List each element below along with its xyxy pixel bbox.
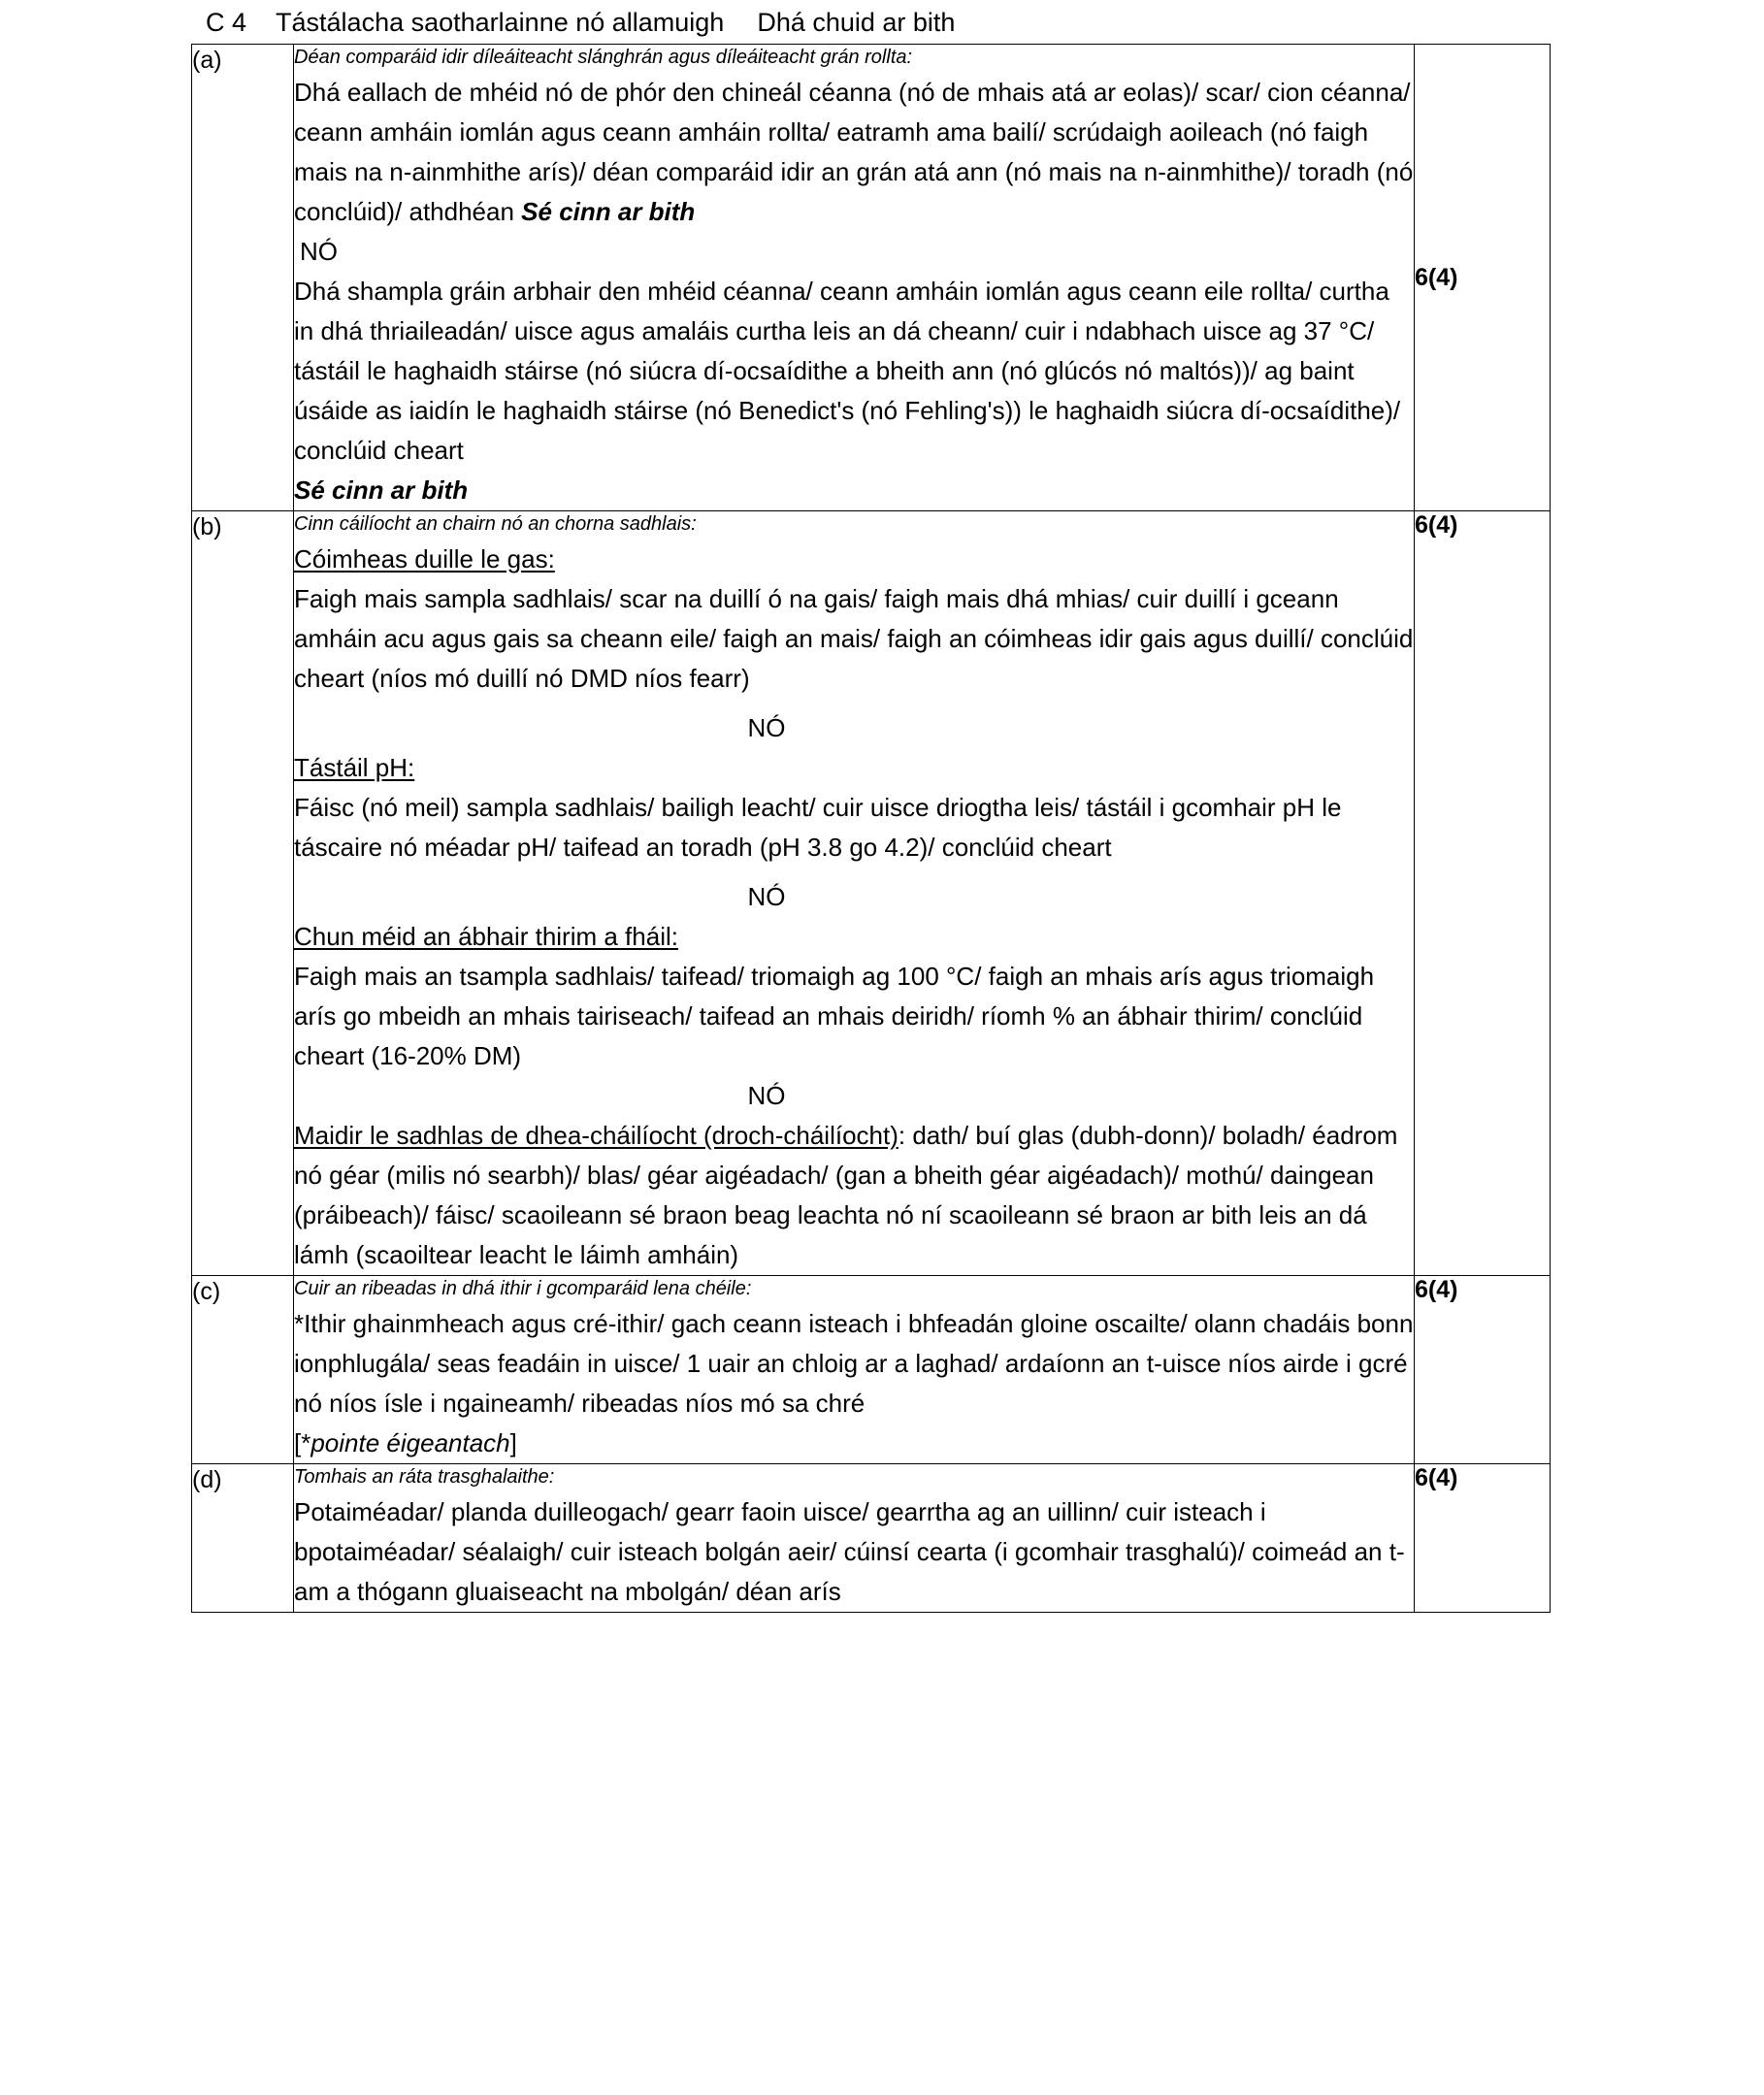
prompt-d: Tomhais an ráta trasghalaithe: (294, 1466, 555, 1488)
footnote-c (294, 1424, 1414, 1463)
answer-c: *Ithir ghainmheach agus cré-ithir/ gach ceann isteach i bhfeadán gloine oscailte/ olann chadáis bonn ionphlugála/ seas feadáin in uisce/ 1 uair an chloig ar a laghad/ ardaíonn an t-uisce níos airde i gcré nó níos ísle i ngaineamh/ ribeadas níos mó sa chré (294, 1309, 1414, 1418)
prompt-c: Cuir an ribeadas in dhá ithir i gcomparáid lena chéile: (294, 1278, 752, 1299)
table-row (192, 511, 1551, 1276)
marks-a: 6(4) (1415, 45, 1551, 511)
prompt-b: Cinn cáilíocht an chairn nó an chorna sadhlais: (294, 513, 697, 535)
answer-a-part2: Dhá shampla gráin arbhair den mhéid céanna/ ceann amháin iomlán agus ceann eile rollta/ curtha in dhá thriaileadán/ uisce agus amaláis curtha leis an dá cheann/ cuir i ndabhach uisce ag 37 °C/ tástáil le haghaidh stáirse (nó siúcra dí-ocsaídithe a bheith ann (nó glúcós nó maltós))/ ag baint úsáide as iaidín le haghaidh stáirse (nó Benedict's (nó Fehling's)) le haghaidh siúcra dí-ocsaídithe)/ conclúid cheart (294, 277, 1401, 465)
row-label-d: (d) (192, 1464, 294, 1613)
subheading-b-1: Cóimheas duille le gas: (294, 544, 555, 573)
question-code: C 4 (206, 8, 247, 37)
footnote-c-italic: pointe éigeantach (310, 1428, 510, 1457)
row-label-a: (a) (192, 45, 294, 511)
marking-scheme-table (191, 44, 1551, 1613)
subheading-b-3: Chun méid an ábhair thirim a fháil: (294, 922, 678, 951)
table-row (192, 45, 1551, 511)
row-body-a (294, 45, 1415, 511)
table-row (192, 1276, 1551, 1464)
or-separator-b-2: NÓ (747, 882, 786, 911)
question-note: Dhá chuid ar bith (757, 8, 956, 37)
answer-b-1: Faigh mais sampla sadhlais/ scar na duillí ó na gais/ faigh mais dhá mhias/ cuir duillí i gceann amháin acu agus gais sa cheann eile/ faigh an mais/ faigh an cóimheas idir gais agus duillí/ conclúid cheart (níos mó duillí nó DMD níos fearr) (294, 584, 1414, 693)
answer-b-3: Faigh mais an tsampla sadhlais/ taifead/ triomaigh ag 100 °C/ faigh an mhais arís agus triomaigh arís go mbeidh an mhais tairiseach/ taifead an mhais deiridh/ ríomh % an ábhair thirim/ conclúid cheart (16-20% DM) (294, 962, 1375, 1070)
answer-a-part2-emphasis: Sé cinn ar bith (294, 475, 469, 505)
subheading-b-2: Tástáil pH: (294, 753, 415, 782)
answer-a-part1-text: Dhá eallach de mhéid nó de phór den chineál céanna (nó de mhais atá ar eolas)/ scar/ cion céanna/ ceann amháin iomlán agus ceann amháin rollta/ eatramh ama bailí/ scrúdaigh aoileach (nó faigh mais na n-ainmhithe arís)/ déan comparáid idir an grán atá ann (nó mais na n-ainmhithe)/ toradh (nó conclúid)/ athdhéan (294, 78, 1414, 226)
row-body-c (294, 1276, 1415, 1464)
answer-b-2: Fáisc (nó meil) sampla sadhlais/ bailigh leacht/ cuir uisce driogtha leis/ tástáil i gcomhair pH le táscaire nó méadar pH/ taifead an toradh (pH 3.8 go 4.2)/ conclúid cheart (294, 793, 1342, 862)
or-separator-a: NÓ (300, 237, 338, 266)
marks-c: 6(4) (1415, 1276, 1551, 1464)
row-label-c: (c) (192, 1276, 294, 1464)
marks-b: 6(4) (1415, 511, 1551, 1276)
row-body-b (294, 511, 1415, 1276)
table-row (192, 1464, 1551, 1613)
prompt-a: Déan comparáid idir díleáiteacht slánghrán agus díleáiteacht grán rollta: (294, 47, 913, 68)
row-body-d (294, 1464, 1415, 1613)
answer-a-part1 (294, 73, 1414, 232)
answer-a-part1-emphasis: Sé cinn ar bith (521, 197, 696, 226)
page-header (206, 6, 955, 39)
footnote-c-open: [* (294, 1428, 311, 1457)
answer-b-4 (294, 1116, 1414, 1275)
or-separator-b-1: NÓ (747, 713, 786, 742)
question-title: Tástálacha saotharlainne nó allamuigh (276, 8, 725, 37)
row-label-b: (b) (192, 511, 294, 1276)
footnote-c-close: ] (509, 1428, 517, 1457)
answer-b-4-text: : dath/ buí glas (dubh-donn)/ boladh/ éadrom nó géar (milis nó searbh)/ blas/ géar aigéadach/ (gan a bheith géar aigéadach)/ mothú/ daingean (práibeach)/ fáisc/ scaoileann sé braon beag leachta nó ní scaoileann sé braon ar bith leis an dá lámh (scaoiltear leacht le láimh amháin) (294, 1121, 1398, 1269)
subheading-b-4: Maidir le sadhlas de dhea-cháilíocht (droch-cháilíocht) (294, 1121, 898, 1150)
or-separator-b-3: NÓ (747, 1081, 786, 1110)
answer-d: Potaiméadar/ planda duilleogach/ gearr faoin uisce/ gearrtha ag an uillinn/ cuir isteach i bpotaiméadar/ séalaigh/ cuir isteach bolgán aeir/ cúinsí cearta (i gcomhair trasghalú)/ coimeád an t-am a thógann gluaiseacht na mbolgán/ déan arís (294, 1497, 1405, 1606)
marks-d: 6(4) (1415, 1464, 1551, 1613)
